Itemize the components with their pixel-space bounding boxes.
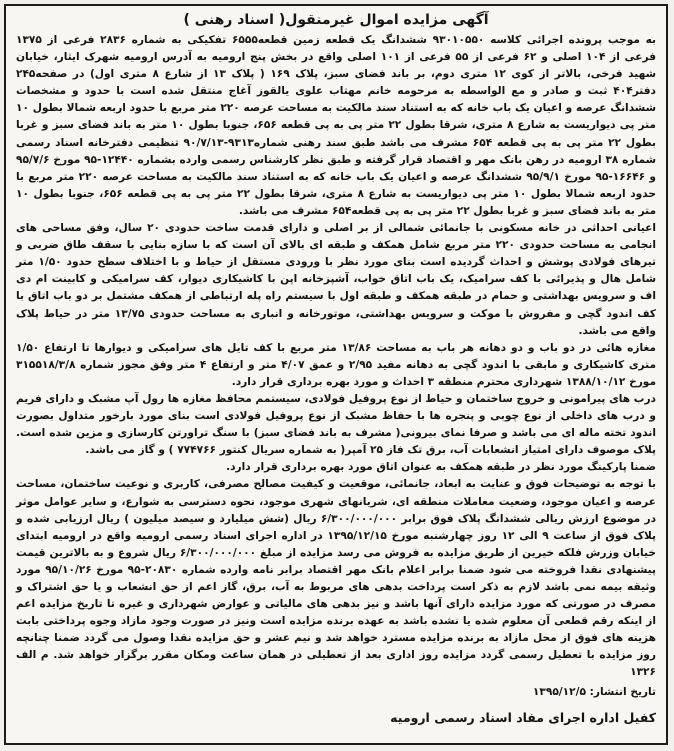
notice-paragraph-building: اعیانی احداثی در خانه مسکونی با جانمائی شمالی از بر اصلی و دارای قدمت ساخت حدودی ۲۰ سال، وفق مساحی های انجامی به مساحت حدودی ۲۲۰ متر مربع شامل همکف و طبقه ای بالای آن است که با سازه بنایی با سقف طاق ضربی و تیرهای فولادی پوشش و احداث گردیده است بنای مورد نظر با ورودی مستقل از حیاط و با اختلاف سطح حدود ۱/۵۰ متر شامل هال و پذیرائی با کف سرامیک، یک باب اتاق خواب، آشپزخانه اپن با کاشیکاری دیوار، کف سرامیکی و کابینت ام دی اف و سرویس بهداشتی و حمام در طبقه همکف و طبقه اول با سیستم راه پله ارتباطی از همکف مشتمل بر دو باب اتاق با کف اندود گچی و مفروش با موکت و سرویس بهداشتی، موتورخانه و انباری به مساحت حدودی ۱۳/۷۵ متر در حیاط پلاک واقع می باشد. [16,222,657,337]
notice-title: آگهی مزایده اموال غیرمنقول( اسناد رهنی ) [183,12,489,28]
publish-date: تاریخ انتشار: ۱۳۹۵/۱۲/۵ [532,685,656,698]
signature-line: کفیل اداره اجرای مفاد اسناد رسمی ارومیه [390,709,656,725]
notice-paragraph-parking: ضمنا پارکینگ مورد نظر در طبقه همکف به عنوان اتاق مورد بهره برداری قرار دارد. [226,461,656,474]
notice-paragraph-doors: درب های پیرامونی و خروج ساختمان و حیاط از نوع پروفیل فولادی، سیستمم محافظ مغازه ها رول آپ مشبک و دارای فریم و درب های داخلی از نوع چوبی و پنجره ها با حفاظ مشبک از نوع پروفیل فولادی است بنای مورد بارخور متداول بصورت اندود تخته ماله ای می باشد و صرفا نمای بیرونی( مشرف به باند فضای سبز) با سنگ تراورتن کارسازی و مزین شده است. پلاک موصوف دارای امتیاز انشعابات آب، برق تک فاز ۲۵ آمپر( به شماره سریال کنتور ۷۷۴۷۶۶ ) و گاز می باشد. [16,392,656,457]
notice-paragraph-shops: مغازه هائی در دو باب و دو دهانه هر باب به مساحت ۱۳/۸۶ متر مربع با کف تایل های سرامیکی و دیوارها تا ارتفاع ۱/۵۰ متری کاشیکاری و مابقی با اندود گچی به دهانه مفید ۲/۹۵ و عمق ۴/۰۷ متر و ارتفاع ۴ متر وفق مجوز شماره ۳۱۵۵۱۸/۳/۸ مورخ ۱۳۸۸/۱۰/۱۲ شهرداری محترم منطقه ۳ احداث و مورد بهره برداری قرار دارد. [16,341,657,388]
notice-paragraph-valuation: با توجه به توضیحات فوق و عنایت به ابعاد، جانمائی، موقعیت و کیفیت مصالح مصرفی، کاربری و نوعیت ساختمان، مساحت عرصه و اعیان موجود، وضعیت معاملات منطقه ای، شریانهای شهری موجود، نحوه دسترسی به شوارع، و سایر عوامل موثر در موضوع ارزش ریالی ششدانگ پلاک فوق برابر ۶/۳۰۰/۰۰۰/۰۰۰ ریال (شش میلیارد و سیصد میلیون ) ریال ارزیابی شده و پلاک فوق از ساعت ۹ الی ۱۲ روز چهارشنبه مورخ ۱۳۹۵/۱۲/۱۵ در اداره اجرای اسناد رسمی ارومیه واقع در ارومیه ابتدای خیابان وزرش فلکه خیرین از طریق مزایده به فروش می رسد مزایده از مبلغ ۶/۳۰۰/۰۰۰/۰۰۰ ریال شروع و به بالاترین قیمت پیشنهادی نقدا فروخته می شود ضمنا برابر اعلام بانک مهر اقتصاد برابر نامه وارده شماره ۲۰۸۳۰-۹۵ مورخ ۹۵/۱۰/۲۶ مورد وثیقه بیمه نمی باشد لازم به ذکر است پرداخت بدهی های مربوط به آب، برق، گاز اعم از حق انشعاب و یا حق اشتراک و مصرف در صورتی که مورد مزایده دارای آنها باشد و نیز بدهی های مالیاتی و عوارض شهرداری و غیره تا تاریخ مزایده اعم از اینکه رقم قطعی آن معلوم شده یا نشده باشد به عهده برنده مزایده است ونیز در صورت وجود مازاد وجوه پرداختی بابت هزینه های فوق از محل مازاد به برنده مزایده مسترد خواهد شد و نیم عشر و حق مزایده نقدا وصول می گردد ضمنا چنانچه روز مزایده با تعطیل رسمی گردد مزایده روز اداری بعد از تعطیلی در همان ساعت ومکان مقرر برگزار خواهد شد. م الف ۱۳۲۶ [16,478,657,679]
notice-paragraph-property: به موجب پرونده اجرائی کلاسه ۹۳۰۱۰۵۵۰ ششدانگ یک قطعه زمین قطعه۶۵۵۵ تفکیکی به شماره ۲۸۳۶ فرعی از ۱۳۷۵ فرعی از ۱۰۴ اصلی و ۶۲ فرعی از ۵۵ فرعی از ۱۰۱ اصلی واقع در بخش پنج ارومیه به آدرس ارومیه شهرک ایثار، خیابان شهید فرخی، بالاتر از کوی ۱۲ متری دوم، بر باند فضای سبز، پلاک ۱۶۹ ( پلاک ۱۳ از شارع ۸ متری اول) در صفحه۲۴۵ دفتر۴۰۴ ثبت و صادر و مع الواسطه به مرحومه خانم مهتاب علوی یالقوز آغاج منتقل شده است با حدود و مشخصات ششدانگ عرصه و اعیان یک باب خانه که به استناد سند مالکیت به مساحت عرصه ۲۲۰ متر مربع با حدود اربعه شمالا بطول ۱۰ متر پی دیواریست به شارع ۸ متری، شرقا بطول ۲۲ متر پی به پی قطعه ۶۵۶، جنوبا بطول ۱۰ متر به باند فضای سبز و غربا بطول ۲۲ متر پی به پی قطعه ۶۵۴ مشرف می باشد طبق سند رهنی شماره۹۳۱۳-۹۰/۷/۱۳ تنظیمی دفترخانه اسناد رسمی شماره ۳۸ ارومیه در رهن بانک مهر و اقتصاد قرار گرفته و طبق نظر کارشناس رسمی وارده بشماره ۱۲۴۴۰-۹۵ مورخ ۹۵/۷/۶ و ۱۶۶۴۶-۹۵ مورخ ۹۵/۹/۱ ششدانگ عرصه و اعیان یک باب خانه که به استناد سند مالکیت به مساحت عرصه ۲۲۰ متر مربع با حدود اربعه شمالا بطول ۱۰ متر پی دیواریست به شارع ۸ متری، شرقا بطول ۲۲ متر پی به پی قطعه ۶۵۶، جنوبا بطول ۱۰ متر به باند فضای سبز و غربا بطول ۲۲ متر پی به پی قطعه۶۵۴ مشرف می باشد. [16,34,657,217]
auction-notice [4,4,668,745]
